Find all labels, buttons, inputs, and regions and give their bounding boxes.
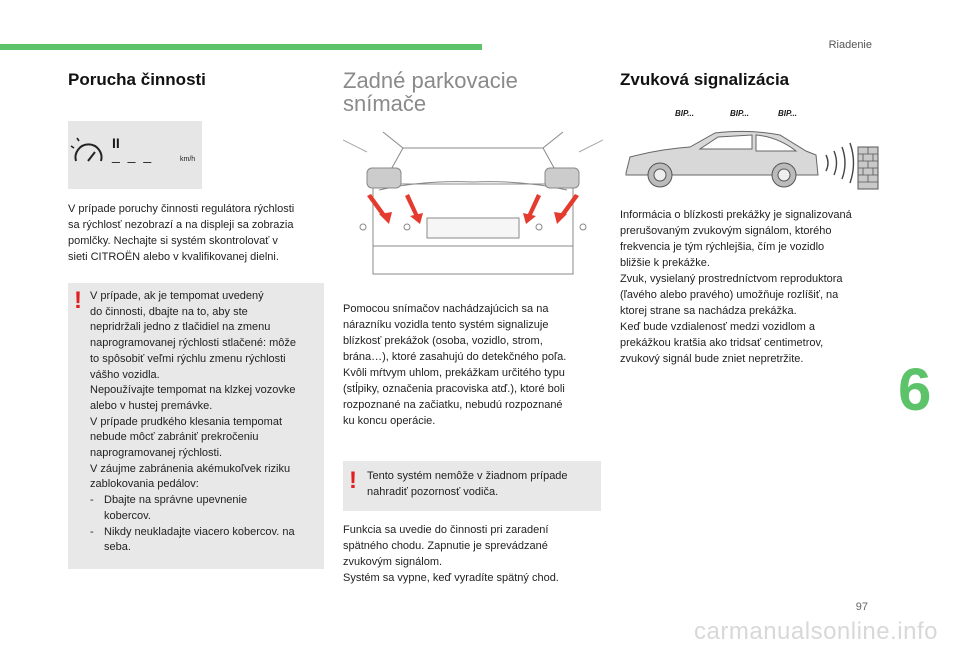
beep-label: BIP... [778,109,797,118]
driver-attention-warning-box [343,461,601,511]
text-line: ktorej strane sa nachádza prekážka. [620,305,797,317]
text-line: rozpoznané na začiatku, nebudú rozpoznané [343,399,563,411]
watermark: carmanualsonline.info [694,618,938,645]
text-line: Nepoužívajte tempomat na klzkej vozovke [90,384,296,397]
speed-unit: km/h [180,156,196,163]
text-line: Tento systém nemôže v žiadnom prípade [367,470,568,482]
brick-wall-icon [858,147,878,189]
text-line: kobercov. [104,509,151,522]
text-line: naprogramovanej rýchlosti. [90,447,223,460]
beep-label: BIP... [730,109,749,118]
warning-icon: ! [349,467,357,494]
text-line: (stĺpiky, označenia pracoviska atď.), ktoré boli [343,383,565,395]
text-line: V prípade, ak je tempomat uvedený [90,290,264,302]
sound-wave-icons [826,143,854,183]
activation-text [343,522,601,586]
text-line: Nikdy neukladajte viacero kobercov. na [104,525,295,538]
text-line: zvukovým signálom. [343,556,443,568]
bullet-item [90,525,320,556]
text-line: V prípade poruchy činnosti regulátora rýchlosti [68,203,295,215]
pause-marker: II [112,135,120,151]
text-line: prerušovaným zvukovým signálom, ktorého [620,225,832,237]
speed-display-panel [68,121,202,189]
text-line: zablokovania pedálov: [90,478,199,491]
text-line: bližšie k prekážke. [620,257,710,269]
text-line: brána…), ktoré zasahujú do detekčného poľa. [343,351,567,363]
chapter-number: 6 [898,356,932,423]
text-line: Kvôli mŕtvym uhlom, prekážkam určitého typu [343,367,565,379]
text-line: nebude môcť zabrániť prekročeniu [90,431,259,444]
text-line: ku koncu operácie. [343,415,436,427]
speed-dashes: _ _ _ [112,147,154,163]
warning-icon: ! [74,287,82,314]
text-line: frekvencia je tým rýchlejšia, čím je vozidlo [620,241,825,253]
text-line: nahradiť pozornosť vodiča. [367,485,499,498]
text-line: nárazníku vozidla tento systém signalizuje [343,319,549,331]
text-line: to spôsobiť veľmi rýchlu zmenu rýchlosti [90,352,286,365]
text-line: sa rýchlosť nezobrazí a na displeji sa zobrazia [68,219,294,231]
page-number: 97 [855,601,868,613]
section-title-rear-sensors: Zadné parkovacie snímače [343,68,518,116]
text-line: Dbajte na správne upevnenie [104,494,248,507]
text-line: sieti CITROËN alebo v kvalifikovanej dielni. [68,251,279,263]
driver-attention-warning-text [367,469,597,500]
text-line: Pomocou snímačov nachádzajúcich sa na [343,303,549,315]
section-label: Riadenie [828,39,872,51]
text-line: pomlčky. Nechajte si systém skontrolovať v [68,235,278,247]
text-line: Keď bude vzdialenosť medzi vozidlom a [620,321,815,333]
text-line: do činnosti, dbajte na to, aby ste [90,305,248,318]
car-side-icon [620,121,882,199]
audible-signal-illustration [620,109,882,199]
text-line: prekážkou kratšia ako tridsať centimetrov, [620,337,824,349]
section-title-audible-signal: Zvuková signalizácia [620,70,790,89]
text-line: zvukový signál bude zniet nepretržite. [620,353,804,365]
bullet-dash: - [90,525,94,538]
text-line: naprogramovanej rýchlosti stlačené: môže [90,337,297,350]
rear-sensors-text [343,301,601,429]
text-line: Funkcia sa uvedie do činnosti pri zaradení [343,524,549,536]
text-line: V prípade prudkého klesania tempomat [90,415,283,428]
bullet-dash: - [90,494,94,507]
text-line: V záujme zabránenia akémukoľvek riziku [90,462,291,475]
malfunction-text [68,201,324,265]
bullet-item [90,493,320,524]
text-line: Systém sa vypne, keď vyradíte spätný chod. [343,572,559,584]
cruise-warning-text [90,289,320,556]
cruise-warning-box [68,283,324,569]
audible-signal-text [620,207,882,367]
text-line: spätného chodu. Zapnutie je sprevádzané [343,540,548,552]
car-rear-illustration [343,124,603,288]
text-line: (ľavého alebo pravého) umožňuje rozlíšiť, na [620,289,839,301]
header-accent-bar [0,44,482,50]
text-line: seba. [104,541,131,554]
text-line: alebo v hustej premávke. [90,399,213,412]
text-line: Informácia o blízkosti prekážky je signalizovaná [620,209,852,221]
text-line: nepridržali jedno z tlačidiel na zmenu [90,321,271,334]
text-line: blízkosť prekážok (osoba, vozidlo, strom, [343,335,543,347]
section-title-malfunction: Porucha činnosti [68,70,206,89]
beep-label: BIP... [675,109,694,118]
text-line: Zvuk, vysielaný prostredníctvom reproduktora [620,273,843,285]
text-line: vášho vozidla. [90,368,160,381]
